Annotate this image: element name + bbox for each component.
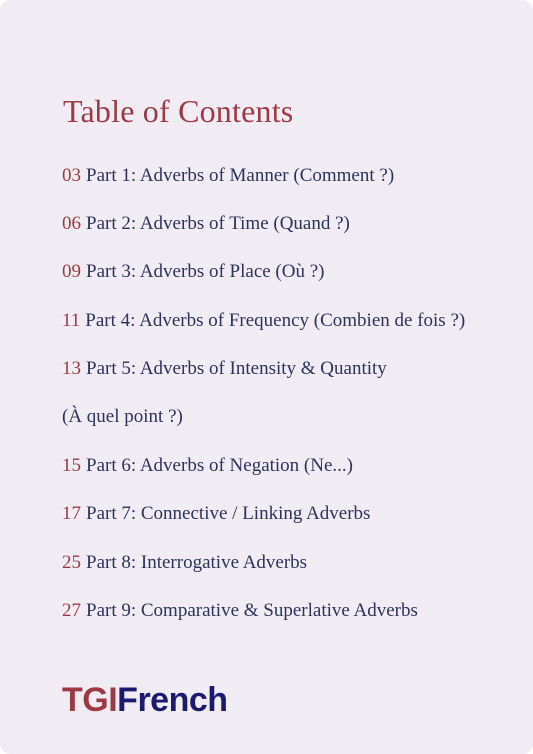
toc-page-number: 15 bbox=[62, 455, 81, 476]
toc-entry-label: Part 8: Interrogative Adverbs bbox=[86, 552, 308, 573]
toc-page-number: 09 bbox=[62, 261, 81, 282]
toc-entry-label: Part 5: Adverbs of Intensity & Quantity bbox=[86, 358, 387, 379]
toc-page-number: 03 bbox=[62, 165, 81, 186]
toc-page-number: 17 bbox=[62, 503, 81, 524]
toc-entry-label: Part 9: Comparative & Superlative Adverbs bbox=[86, 600, 418, 621]
toc-page-number: 27 bbox=[62, 600, 81, 621]
page-title: Table of Contents bbox=[63, 93, 294, 129]
toc-entry-part-1[interactable] bbox=[62, 165, 394, 187]
toc-entry-label: (À quel point ?) bbox=[62, 406, 183, 427]
logo-part-tgi: TGI bbox=[62, 681, 118, 719]
toc-entry-part-5[interactable] bbox=[62, 358, 387, 380]
toc-entry-part-4[interactable] bbox=[62, 310, 465, 332]
toc-entry-part-7[interactable] bbox=[62, 503, 370, 525]
toc-entry-label: Part 3: Adverbs of Place (Où ?) bbox=[86, 261, 325, 282]
toc-entry-part-3[interactable] bbox=[62, 261, 325, 283]
toc-entry-label: Part 6: Adverbs of Negation (Ne...) bbox=[86, 455, 353, 476]
toc-entry-part-6[interactable] bbox=[62, 455, 353, 477]
toc-page-number: 13 bbox=[62, 358, 81, 379]
toc-entry-label: Part 1: Adverbs of Manner (Comment ?) bbox=[86, 165, 395, 186]
toc-entry-label: Part 7: Connective / Linking Adverbs bbox=[86, 503, 371, 524]
toc-entry-part-8[interactable] bbox=[62, 552, 307, 574]
toc-entry-part-5-continued[interactable] bbox=[62, 406, 183, 428]
toc-entry-part-9[interactable] bbox=[62, 600, 418, 622]
toc-entry-part-2[interactable] bbox=[62, 213, 350, 235]
toc-page-number: 11 bbox=[62, 310, 81, 331]
toc-page-number: 06 bbox=[62, 213, 81, 234]
toc-entry-label: Part 4: Adverbs of Frequency (Combien de fois ?) bbox=[85, 310, 466, 331]
toc-entry-label: Part 2: Adverbs of Time (Quand ?) bbox=[86, 213, 350, 234]
logo-part-french: French bbox=[117, 681, 228, 719]
tgifrench-logo bbox=[62, 681, 228, 720]
toc-page-number: 25 bbox=[62, 552, 81, 573]
